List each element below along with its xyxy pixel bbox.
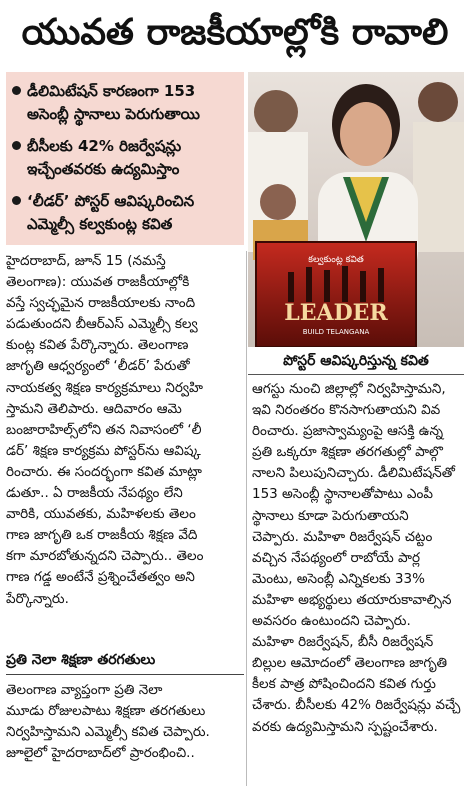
highlights-box xyxy=(6,72,244,245)
article-line: హైదరాబాద్, జూన్ 15 (నమస్తే xyxy=(6,253,166,269)
article-line: కగా మారబోతున్నదని చెప్పారు.. తెలం xyxy=(6,548,204,565)
subheading-divider xyxy=(6,674,244,675)
article-line: చేశారు. బీసీలకు 42% రిజర్వేషన్లు వచ్చే xyxy=(252,697,461,714)
photo-illustration xyxy=(248,72,464,347)
body-column-right xyxy=(252,379,464,738)
news-photo xyxy=(248,72,464,347)
bullet-icon xyxy=(12,141,21,150)
article-line: బిల్లుల ఆమోదంలో తెలంగాణ జాగృతి xyxy=(252,655,448,672)
article-line: స్థానాలు కూడా పెరుగుతాయని xyxy=(252,507,409,524)
highlight-line: డీలిమిటేషన్ కారణంగా 153 xyxy=(27,82,196,100)
article-line: ప్రతి ఒక్కరూ శిక్షణా తరగతుల్లో పాల్గొ xyxy=(252,444,443,461)
article-line: కీలక పాత్ర పోషించిందని కవిత గుర్తు xyxy=(252,676,436,693)
body-column-left-continued xyxy=(6,680,244,764)
article-line: చెప్పారు. మహిళా రిజర్వేషన్ చట్టం xyxy=(252,528,433,545)
subheading: ప్రతి నెలా శిక్షణా తరగతులు xyxy=(6,652,156,668)
article-line: జూలైలో హైదరాబాద్‌లో ప్రారంభించి.. xyxy=(6,745,195,762)
article-line: రించారు. ప్రజాస్వామ్యంపై ఆసక్తి ఉన్న xyxy=(252,423,444,440)
poster-top-text: కల్వకుంట్ల కవిత xyxy=(308,255,364,265)
article-line: డుతూ.. ఏ రాజకీయ నేపథ్యం లేని xyxy=(6,485,183,502)
article-line: నిర్వహిస్తామని ఎమ్మెల్సీ కవిత చెప్పారు. xyxy=(6,724,210,741)
article-line: ఇవి నిరంతరం కొనసాగుతాయని వివ xyxy=(252,402,441,419)
article-line: వచ్చిన నేపథ్యంలో రాబోయే పార్ల xyxy=(252,549,420,566)
article-line: వారికి, యువతకు, మహిళలకు తెలం xyxy=(6,506,196,523)
article-line: మహిళా రిజర్వేషన్, బీసీ రిజర్వేషన్ xyxy=(252,634,434,651)
article-line: నాలని పిలుపునిచ్చారు. డీలిమిటేషన్‌తో xyxy=(252,465,455,482)
caption-divider xyxy=(248,374,464,375)
article-line: తెలంగాణ వ్యాప్తంగా ప్రతి నెలా xyxy=(6,682,163,698)
highlight-item xyxy=(12,80,240,126)
article-line: పేర్కొన్నారు. xyxy=(6,590,69,607)
article-line: జాగృతి ఆధ్వర్యంలో ‘లీడర్’ పేరుతో xyxy=(6,358,190,375)
article-line: 153 అసెంబ్లీ స్థానాలతోపాటు ఎంపీ xyxy=(252,486,433,503)
article-line: కుంట్ల కవిత పేర్కొన్నారు. తెలంగాణ xyxy=(6,337,189,354)
highlight-item xyxy=(12,190,240,236)
bullet-icon xyxy=(12,86,21,95)
highlight-line: బీసీలకు 42% రిజర్వేషన్లు xyxy=(27,137,182,155)
article-line: డర్’ శిక్షణ కార్యక్రమ పోస్టర్‌ను ఆవిష్క xyxy=(6,442,201,459)
article-line: బంజారాహిల్స్‌లోని తన నివాసంలో ‘లీ xyxy=(6,421,202,438)
highlight-line: అసెంబ్లీ స్థానాలు పెరుగుతాయి xyxy=(27,105,200,123)
article-line: మెంటు, అసెంబ్లీ ఎన్నికలకు 33% xyxy=(252,570,425,587)
bullet-icon xyxy=(12,196,21,205)
highlight-item xyxy=(12,135,240,181)
article-line: స్తామని తెలిపారు. ఆదివారం ఆమె xyxy=(6,400,182,417)
article-line: అవసరం ఉంటుందని చెప్పారు. xyxy=(252,613,411,630)
article-line: గాణ జాగృతి ఒక రాజకీయ శిక్షణ వేది xyxy=(6,527,198,544)
body-column-left xyxy=(6,251,244,610)
article-line: నాయకత్వ శిక్షణ కార్యక్రమాలు నిర్వహి xyxy=(6,379,203,396)
highlight-line: ఇచ్చేంతవరకు ఉద్యమిస్తాం xyxy=(27,160,180,178)
article-line: మూడు రోజులపాటు శిక్షణా తరగతులు xyxy=(6,703,206,720)
highlight-line: ‘లీడర్’ పోస్టర్ ఆవిష్కరించిన xyxy=(27,192,195,210)
poster-sub-text: BUILD TELANGANA xyxy=(302,328,370,336)
column-divider xyxy=(246,251,247,786)
article-line: పడుతుందని బీఆర్‌ఎస్ ఎమ్మెల్సీ కల్వ xyxy=(6,316,198,333)
article-line: వస్తే స్వచ్ఛమైన రాజకీయాలకు నాంది xyxy=(6,295,196,312)
article-line: వరకు ఉద్యమిస్తామని స్పష్టంచేశారు. xyxy=(252,718,438,735)
photo-caption: పోస్టర్ ఆవిష్కరిస్తున్న కవిత xyxy=(283,353,429,369)
article-line: తెలంగాణ): యువత రాజకీయాల్లోకి xyxy=(6,274,190,291)
highlight-line: ఎమ్మెల్సీ కల్వకుంట్ల కవిత xyxy=(27,215,173,233)
poster-title-text: LEADER xyxy=(284,300,388,326)
article-line: ఆగస్టు నుంచి జిల్లాల్లో నిర్వహిస్తామని, xyxy=(252,381,446,397)
headline: యువత రాజకీయాల్లోకి రావాలి xyxy=(21,12,449,53)
article-line: గాణ గడ్డ అంటేనే ప్రశ్నించేతత్వం అని xyxy=(6,569,195,586)
article-line: మహిళా అభ్యర్థులు తయారుకావాల్సిన xyxy=(252,591,452,608)
article-line: రించారు. ఈ సందర్భంగా కవిత మాట్లా xyxy=(6,463,202,480)
